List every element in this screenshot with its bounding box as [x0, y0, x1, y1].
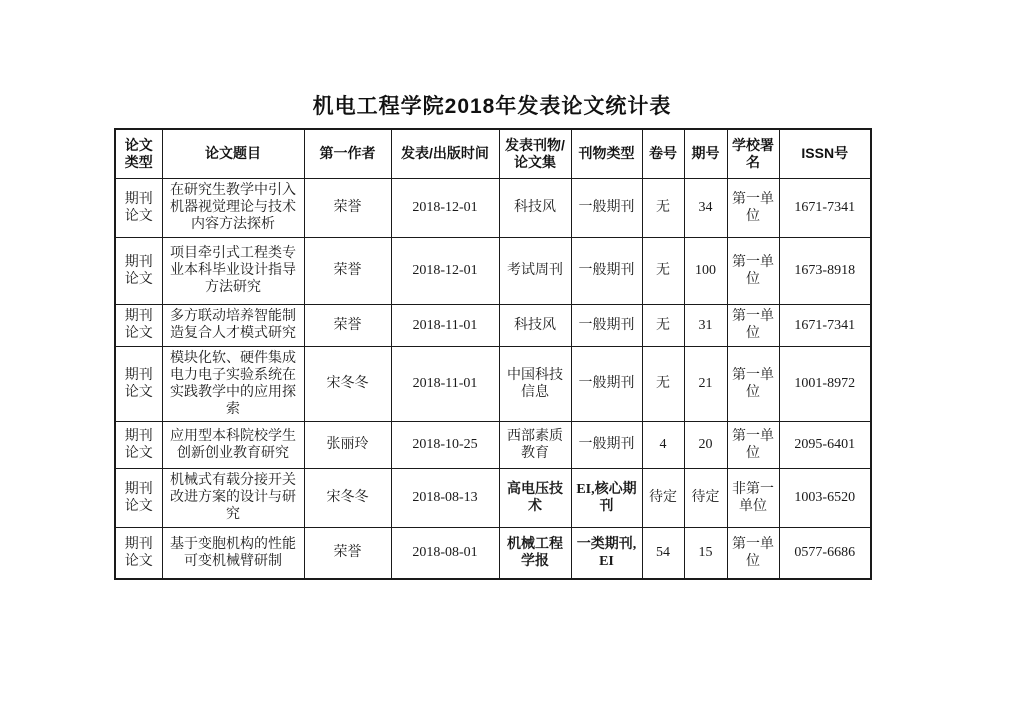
table-row: [115, 527, 871, 579]
column-header-journal-type: 刊物类型: [571, 129, 642, 178]
cell-issn: 2095-6401: [779, 421, 871, 468]
cell-issn: 0577-6686: [779, 527, 871, 579]
cell-title: 机械式有载分接开关改进方案的设计与研究: [162, 468, 304, 527]
cell-title: 项目牵引式工程类专业本科毕业设计指导方法研究: [162, 237, 304, 304]
cell-author: 宋冬冬: [304, 346, 391, 421]
cell-affiliation: 第一单位: [727, 421, 779, 468]
cell-volume: 54: [642, 527, 684, 579]
cell-volume: 无: [642, 304, 684, 346]
column-header-issn: ISSN号: [779, 129, 871, 178]
table-row: [115, 421, 871, 468]
cell-author: 荣誉: [304, 178, 391, 237]
cell-affiliation: 第一单位: [727, 527, 779, 579]
cell-journal-type: 一类期刊,EI: [571, 527, 642, 579]
cell-title: 基于变胞机构的性能可变机械臂研制: [162, 527, 304, 579]
cell-title: 多方联动培养智能制造复合人才模式研究: [162, 304, 304, 346]
cell-affiliation: 第一单位: [727, 346, 779, 421]
cell-type: 期刊论文: [115, 527, 162, 579]
page-title: 机电工程学院2018年发表论文统计表: [312, 95, 672, 118]
column-header-date: 发表/出版时间: [391, 129, 499, 178]
table-row: [115, 346, 871, 421]
table-row: [115, 178, 871, 237]
cell-date: 2018-08-13: [391, 468, 499, 527]
cell-author: 荣誉: [304, 304, 391, 346]
cell-journal-type: 一般期刊: [571, 421, 642, 468]
cell-affiliation: 非第一单位: [727, 468, 779, 527]
column-header-type: 论文类型: [115, 129, 162, 178]
cell-journal: 机械工程学报: [499, 527, 571, 579]
cell-journal-type: 一般期刊: [571, 304, 642, 346]
cell-journal: 科技风: [499, 304, 571, 346]
cell-affiliation: 第一单位: [727, 304, 779, 346]
cell-journal-type: 一般期刊: [571, 237, 642, 304]
cell-author: 张丽玲: [304, 421, 391, 468]
cell-date: 2018-10-25: [391, 421, 499, 468]
cell-volume: 4: [642, 421, 684, 468]
cell-title: 应用型本科院校学生创新创业教育研究: [162, 421, 304, 468]
column-header-author: 第一作者: [304, 129, 391, 178]
cell-date: 2018-12-01: [391, 237, 499, 304]
cell-date: 2018-08-01: [391, 527, 499, 579]
cell-issue: 34: [684, 178, 727, 237]
cell-issn: 1003-6520: [779, 468, 871, 527]
column-header-affiliation: 学校署名: [727, 129, 779, 178]
cell-type: 期刊论文: [115, 468, 162, 527]
cell-issue: 15: [684, 527, 727, 579]
cell-issn: 1001-8972: [779, 346, 871, 421]
cell-issue: 21: [684, 346, 727, 421]
cell-date: 2018-11-01: [391, 346, 499, 421]
cell-journal-type: EI,核心期刊: [571, 468, 642, 527]
cell-issn: 1673-8918: [779, 237, 871, 304]
cell-date: 2018-12-01: [391, 178, 499, 237]
cell-issn: 1671-7341: [779, 178, 871, 237]
cell-journal: 高电压技术: [499, 468, 571, 527]
cell-journal-type: 一般期刊: [571, 178, 642, 237]
cell-volume: 待定: [642, 468, 684, 527]
cell-author: 宋冬冬: [304, 468, 391, 527]
column-header-title: 论文题目: [162, 129, 304, 178]
cell-journal-type: 一般期刊: [571, 346, 642, 421]
cell-type: 期刊论文: [115, 304, 162, 346]
cell-type: 期刊论文: [115, 237, 162, 304]
table-row: [115, 468, 871, 527]
cell-affiliation: 第一单位: [727, 237, 779, 304]
cell-journal: 西部素质教育: [499, 421, 571, 468]
cell-title: 在研究生教学中引入机器视觉理论与技术内容方法探析: [162, 178, 304, 237]
table-row: [115, 304, 871, 346]
cell-volume: 无: [642, 237, 684, 304]
cell-author: 荣誉: [304, 527, 391, 579]
column-header-issue: 期号: [684, 129, 727, 178]
table-header-row: [115, 129, 871, 178]
cell-type: 期刊论文: [115, 346, 162, 421]
cell-journal: 考试周刊: [499, 237, 571, 304]
cell-issue: 31: [684, 304, 727, 346]
cell-date: 2018-11-01: [391, 304, 499, 346]
cell-journal: 科技风: [499, 178, 571, 237]
cell-journal: 中国科技信息: [499, 346, 571, 421]
column-header-volume: 卷号: [642, 129, 684, 178]
cell-type: 期刊论文: [115, 178, 162, 237]
cell-volume: 无: [642, 178, 684, 237]
cell-volume: 无: [642, 346, 684, 421]
cell-type: 期刊论文: [115, 421, 162, 468]
cell-issue: 待定: [684, 468, 727, 527]
table-row: [115, 237, 871, 304]
cell-issn: 1671-7341: [779, 304, 871, 346]
cell-issue: 20: [684, 421, 727, 468]
cell-affiliation: 第一单位: [727, 178, 779, 237]
cell-author: 荣誉: [304, 237, 391, 304]
column-header-journal: 发表刊物/论文集: [499, 129, 571, 178]
papers-table: [114, 128, 872, 580]
cell-title: 模块化软、硬件集成电力电子实验系统在实践教学中的应用探索: [162, 346, 304, 421]
cell-issue: 100: [684, 237, 727, 304]
